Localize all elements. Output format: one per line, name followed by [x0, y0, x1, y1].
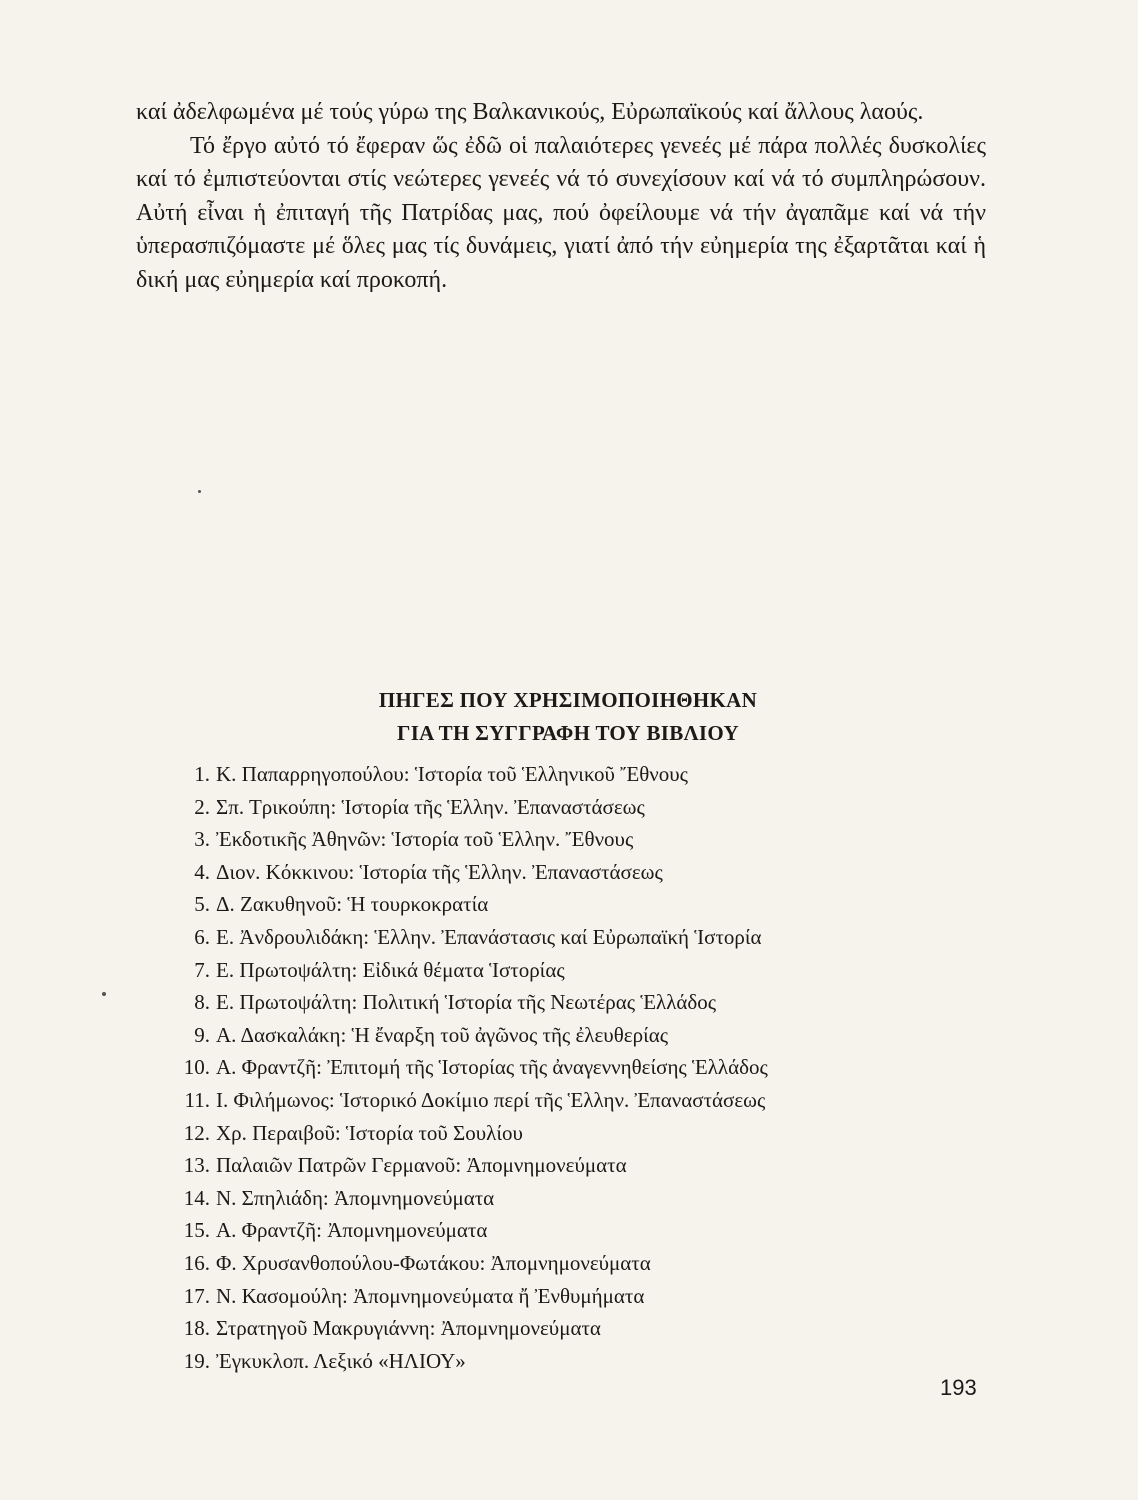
source-number: 8.	[194, 990, 210, 1015]
source-text: Φ. Χρυσανθοπούλου-Φωτάκου: Ἀπομνημονεύματα	[216, 1250, 651, 1275]
sources-list	[170, 758, 990, 1377]
source-item	[170, 791, 990, 824]
source-number: 4.	[194, 859, 210, 884]
sources-heading-line-1: ΠΗΓΕΣ ΠΟΥ ΧΡΗΣΙΜΟΠΟΙΗΘΗΚΑΝ	[378, 688, 758, 712]
source-text: Ε. Πρωτοψάλτη: Πολιτική Ἱστορία τῆς Νεωτέρας Ἑλλάδος	[216, 990, 717, 1015]
source-number: 1.	[194, 762, 210, 786]
sources-heading-line-2: ΓΙΑ ΤΗ ΣΥΓΓΡΑΦΗ ΤΟΥ ΒΙΒΛΙΟΥ	[397, 721, 739, 745]
source-text: Χρ. Περαιβοῦ: Ἱστορία τοῦ Σουλίου	[216, 1120, 523, 1145]
source-text: Α. Φραντζῆ: Ἐπιτομή τῆς Ἱστορίας τῆς ἀναγεννηθείσης Ἑλλάδος	[216, 1055, 768, 1080]
source-number: 7.	[194, 957, 210, 982]
source-item	[170, 1149, 990, 1182]
source-text: Ι. Φιλήμωνος: Ἱστορικό Δοκίμιο περί τῆς Ἑλλην. Ἐπαναστάσεως	[216, 1087, 766, 1112]
source-item	[170, 888, 990, 921]
body-paragraph-1: καί ἀδελφωμένα μέ τούς γύρω της Βαλκανικούς, Εὐρωπαϊκούς καί ἄλλους λαούς.	[136, 99, 924, 125]
source-item	[170, 1117, 990, 1150]
source-number: 6.	[194, 924, 210, 949]
source-number: 16.	[183, 1250, 210, 1275]
source-text: Ἐκδοτικῆς Ἀθηνῶν: Ἱστορία τοῦ Ἑλλην. Ἔθνους	[216, 827, 634, 852]
source-number: 10.	[183, 1055, 210, 1080]
body-text	[136, 96, 986, 297]
source-item	[170, 1312, 990, 1345]
source-text: Δ. Ζακυθηνοῦ: Ἡ τουρκοκρατία	[216, 892, 489, 917]
source-item	[170, 1214, 990, 1247]
source-text: Α. Φραντζῆ: Ἀπομνημονεύματα	[216, 1218, 488, 1243]
source-number: 3.	[194, 827, 210, 852]
source-item	[170, 758, 990, 791]
source-number: 13.	[183, 1153, 210, 1178]
source-item	[170, 1182, 990, 1215]
source-number: 19.	[183, 1348, 210, 1373]
source-item	[170, 921, 990, 954]
source-number: 12.	[183, 1120, 210, 1145]
source-item	[170, 1280, 990, 1313]
source-text: Στρατηγοῦ Μακρυγιάννη: Ἀπομνημονεύματα	[216, 1316, 601, 1341]
source-number: 15.	[183, 1218, 210, 1243]
source-number: 11.	[184, 1087, 210, 1112]
source-text: Σπ. Τρικούπη: Ἱστορία τῆς Ἑλλην. Ἐπαναστάσεως	[216, 794, 645, 819]
source-text: Ε. Πρωτοψάλτη: Εἰδικά θέματα Ἱστορίας	[216, 957, 565, 982]
source-item	[170, 1247, 990, 1280]
source-item	[170, 1051, 990, 1084]
source-number: 5.	[194, 892, 210, 917]
source-text: Παλαιῶν Πατρῶν Γερμανοῦ: Ἀπομνημονεύματα	[216, 1153, 627, 1178]
source-number: 14.	[183, 1185, 210, 1210]
page-number: 193	[940, 1375, 977, 1400]
source-text: Ε. Ἀνδρουλιδάκη: Ἑλλην. Ἐπανάστασις καί Εὐρωπαϊκή Ἱστορία	[216, 924, 762, 949]
source-item	[170, 856, 990, 889]
source-text: Κ. Παπαρρηγοπούλου: Ἱστορία τοῦ Ἑλληνικοῦ Ἔθνους	[216, 762, 688, 786]
source-number: 2.	[194, 794, 210, 819]
source-item	[170, 1084, 990, 1117]
source-item	[170, 986, 990, 1019]
source-number: 9.	[194, 1022, 210, 1047]
source-text: Ἐγκυκλοπ. Λεξικό «ΗΛΙΟΥ»	[216, 1348, 466, 1373]
source-item	[170, 823, 990, 856]
source-text: Ν. Σπηλιάδη: Ἀπομνημονεύματα	[216, 1185, 495, 1210]
source-item	[170, 1345, 990, 1378]
source-number: 17.	[183, 1283, 210, 1308]
body-paragraph-2: Τό ἔργο αὐτό τό ἔφεραν ὥς ἐδῶ οἱ παλαιότερες γενεές μέ πάρα πολλές δυσκολίες καί τό ἐμπιστεύονται στίς νεώτερες γενεές νά τό συνεχίσουν καί νά τό συμπληρώσουν. Αὐτή εἶναι ἡ ἐπιταγή τῆς Πατρίδας μας, πού ὀφείλουμε νά τήν ἀγαπᾶμε καί νά τήν ὑπερασπιζόμαστε μέ ὅλες μας τίς δυνάμεις, γιατί ἀπό τήν εὐημερία της ἐξαρτᾶται καί ἡ δική μας εὐημερία καί προκοπή.	[136, 132, 986, 293]
source-number: 18.	[183, 1316, 210, 1341]
print-speck	[102, 992, 106, 996]
source-text: Ν. Κασομούλη: Ἀπομνημονεύματα ἤ Ἐνθυμήματα	[216, 1283, 645, 1308]
source-text: Α. Δασκαλάκη: Ἡ ἔναρξη τοῦ ἀγῶνος τῆς ἐλευθερίας	[216, 1022, 669, 1047]
source-item	[170, 1019, 990, 1052]
source-text: Διον. Κόκκινου: Ἱστορία τῆς Ἑλλην. Ἐπαναστάσεως	[216, 859, 663, 884]
source-item	[170, 954, 990, 987]
print-speck	[198, 490, 201, 493]
